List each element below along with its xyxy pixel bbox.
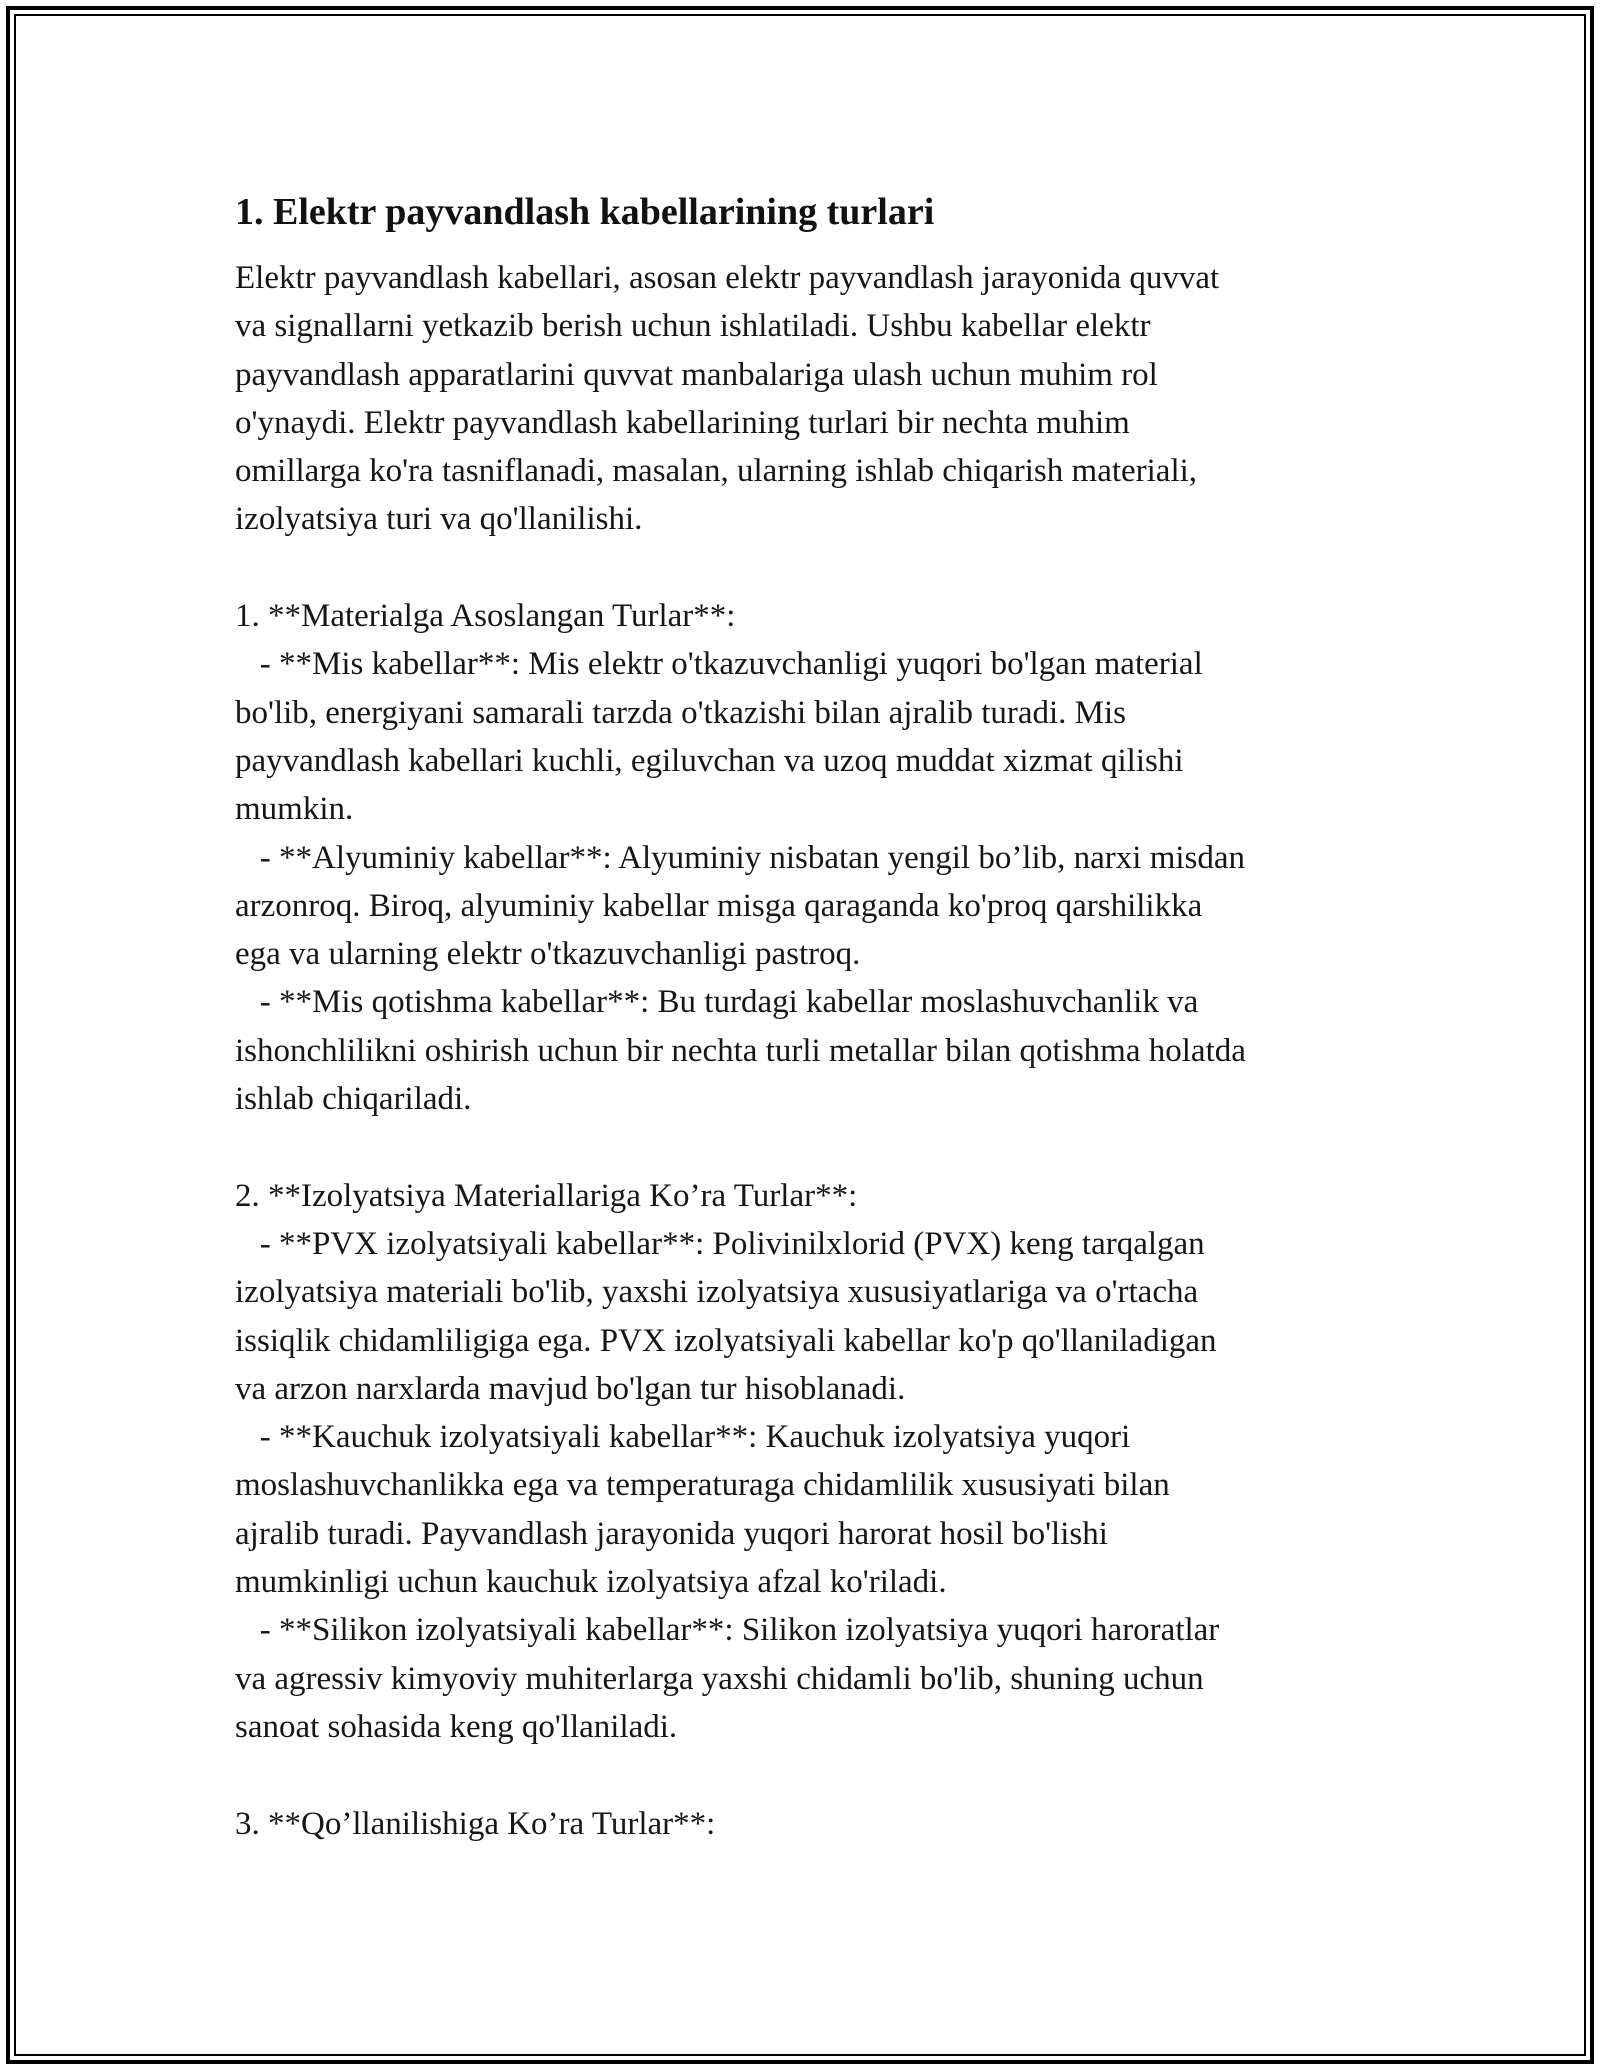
section-body: Elektr payvandlash kabellari, asosan elektr payvandlash jarayonida quvvat va signallarni yetkazib berish uchun ishlatiladi. Ushbu kabellar elektr payvandlash apparatlarini quvvat manbalariga ulash uchun muhim rol o'ynaydi. Elektr payvandlash kabellarining turlari bir nechta muhim omillarga ko'ra tasniflanadi, masalan, ularning ishlab chiqarish materiali, izolyatsiya turi va qo'llanilishi. 1. **Materialga Asoslangan Turlar**: - **Mis kabellar**: Mis elektr o'tkazuvchanligi yuqori bo'lgan material bo'lib, energiyani samarali tarzda o'tkazishi bilan ajralib turadi. Mis payvandlash kabellari kuchli, egiluvchan va uzoq muddat xizmat qilishi mumkin. - **Alyuminiy kabellar**: Alyuminiy nisbatan yengil bo’lib, narxi misdan arzonroq. Biroq, alyuminiy kabellar misga qaraganda ko'proq qarshilikka ega va ularning elektr o'tkazuvchanligi pastroq. - **Mis qotishma kabellar**: Bu turdagi kabellar moslashuvchanlik va ishonchlilikni oshirish uchun bir nechta turli metallar bilan qotishma holatda ishlab chiqariladi. 2. **Izolyatsiya Materiallariga Ko’ra Turlar**: - **PVX izolyatsiyali kabellar**: Polivinilxlorid (PVX) keng tarqalgan izolyatsiya materiali bo'lib, yaxshi izolyatsiya xususiyatlariga va o'rtacha issiqlik chidamliligiga ega. PVX izolyatsiyali kabellar ko'p qo'llaniladigan va arzon narxlarda mavjud bo'lgan tur hisoblanadi. - **Kauchuk izolyatsiyali kabellar**: Kauchuk izolyatsiya yuqori moslashuvchanlikka ega va temperaturaga chidamlilik xususiyati bilan ajralib turadi. Payvandlash jarayonida yuqori harorat hosil bo'lishi mumkinligi uchun kauchuk izolyatsiya afzal ko'riladi. - **Silikon izolyatsiyali kabellar**: Silikon izolyatsiya yuqori haroratlar va agressiv kimyoviy muhiterlarga yaxshi chidamli bo'lib, shuning uchun sanoat sohasida keng qo'llaniladi. 3. **Qo’llanilishiga Ko’ra Turlar**: — [235, 260, 1246, 1842]
document-content — [235, 186, 1375, 1848]
section-heading: 1. Elektr payvandlash kabellarining turlari — [235, 191, 935, 233]
